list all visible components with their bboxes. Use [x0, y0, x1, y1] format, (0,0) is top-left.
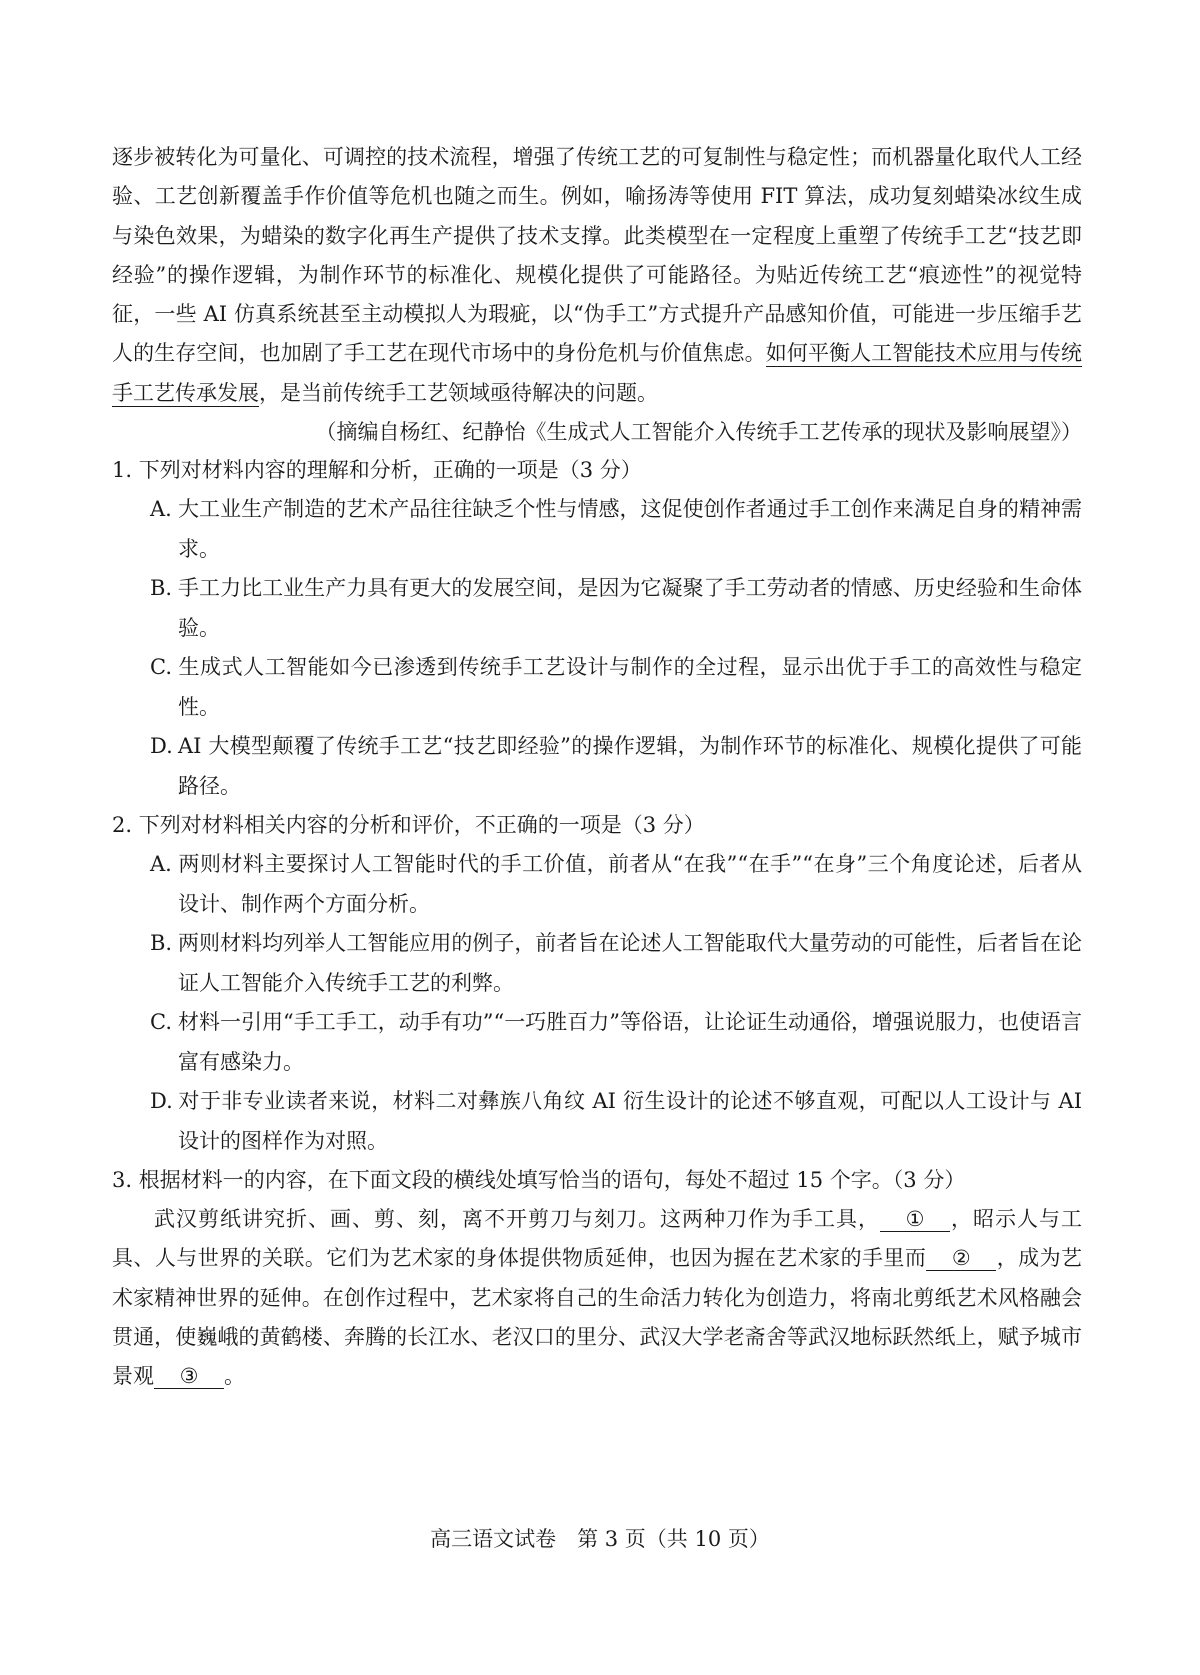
page-footer: 高三语文试卷 第 3 页（共 10 页） [430, 1527, 770, 1551]
option-text: 生成式人工智能如今已渗透到传统手工艺设计与制作的全过程，显示出优于手工的高效性与稳定性。 [178, 655, 1082, 719]
option-c [112, 648, 1082, 727]
option-label: A. [150, 852, 172, 877]
option-text: 手工力比工业生产力具有更大的发展空间，是因为它凝聚了手工劳动者的情感、历史经验和生命体验。 [178, 576, 1082, 640]
question-3 [112, 1161, 1082, 1396]
fill-text: 。 [224, 1364, 245, 1389]
option-label: B. [150, 931, 173, 956]
option-label: D. [150, 734, 173, 759]
option-d [112, 1082, 1082, 1161]
blank-1[interactable]: ① [880, 1207, 950, 1232]
option-text: 材料一引用“手工手工，动手有功”“一巧胜百力”等俗语，让论证生动通俗，增强说服力，也使语言富有感染力。 [178, 1010, 1082, 1074]
option-label: A. [150, 497, 172, 522]
option-b [112, 569, 1082, 648]
option-label: D. [150, 1089, 173, 1114]
option-text: AI 大模型颠覆了传统手工艺“技艺即经验”的操作逻辑，为制作环节的标准化、规模化提供了可能路径。 [178, 734, 1082, 798]
exam-page [112, 138, 1082, 1397]
question-2 [112, 806, 1082, 1161]
option-b [112, 924, 1082, 1003]
fill-in-paragraph [112, 1200, 1082, 1396]
question-stem: 3. 根据材料一的内容，在下面文段的横线处填写恰当的语句，每处不超过 15 个字。（3 分） [112, 1168, 966, 1193]
option-label: C. [150, 655, 172, 680]
blank-3[interactable]: ③ [154, 1364, 224, 1389]
option-text: 对于非专业读者来说，材料二对彝族八角纹 AI 衍生设计的论述不够直观，可配以人工设计与 AI 设计的图样作为对照。 [178, 1089, 1082, 1153]
option-text: 两则材料均列举人工智能应用的例子，前者旨在论述人工智能取代大量劳动的可能性，后者旨在论证人工智能介入传统手工艺的利弊。 [178, 931, 1082, 995]
option-c [112, 1003, 1082, 1082]
passage-text-end: ，是当前传统手工艺领域亟待解决的问题。 [259, 380, 658, 405]
option-d [112, 727, 1082, 806]
question-1 [112, 451, 1082, 806]
fill-text: ，成为艺术家精神世界的延伸。在创作过程中，艺术家将自己的生命活力转化为创造力，将南北剪纸艺术风格融会贯通，使巍峨的黄鹤楼、奔腾的长江水、老汉口的里分、武汉大学老斋舍等武汉地标跃然纸上，赋予城市景观 [112, 1246, 1083, 1389]
passage-paragraph [112, 138, 1082, 413]
option-label: C. [150, 1010, 172, 1035]
option-text: 大工业生产制造的艺术产品往往缺乏个性与情感，这促使创作者通过手工创作来满足自身的精神需求。 [178, 497, 1082, 561]
passage-text: 逐步被转化为可量化、可调控的技术流程，增强了传统工艺的可复制性与稳定性；而机器量化取代人工经验、工艺创新覆盖手作价值等危机也随之而生。例如，喻扬涛等使用 FIT 算法，成功复刻蜡染冰纹生成与染色效果，为蜡染的数字化再生产提供了技术支撑。此类模型在一定程度上重塑了传统手工艺“技艺即经验”的操作逻辑，为制作环节的标准化、规模化提供了可能路径。为贴近传统工艺“痕迹性”的视觉特征，一些 AI 仿真系统甚至主动模拟人为瑕疵，以“伪手工”方式提升产品感知价值，可能进一步压缩手艺人的生存空间，也加剧了手工艺在现代市场中的身份危机与价值焦虑。 [112, 145, 1082, 366]
fill-text: 武汉剪纸讲究折、画、剪、刻，离不开剪刀与刻刀。这两种刀作为手工具， [154, 1207, 880, 1232]
option-text: 两则材料主要探讨人工智能时代的手工价值，前者从“在我”“在手”“在身”三个角度论述，后者从设计、制作两个方面分析。 [178, 852, 1082, 916]
passage-source: （摘编自杨红、纪静怡《生成式人工智能介入传统手工艺传承的现状及影响展望》） [315, 420, 1082, 445]
option-a [112, 490, 1082, 569]
blank-2[interactable]: ② [926, 1246, 996, 1271]
question-stem: 2. 下列对材料相关内容的分析和评价，不正确的一项是（3 分） [112, 813, 705, 838]
option-a [112, 845, 1082, 924]
question-stem: 1. 下列对材料内容的理解和分析，正确的一项是（3 分） [112, 458, 642, 483]
underlined-sentence: 如何平衡人工智能技术应用与传统手工艺传承发展 [112, 341, 1083, 405]
option-label: B. [150, 576, 173, 601]
fill-text: ，昭示人与工具、人与世界的关联。它们为艺术家的身体提供物质延伸，也因为握在艺术家的手里而 [112, 1207, 1082, 1271]
